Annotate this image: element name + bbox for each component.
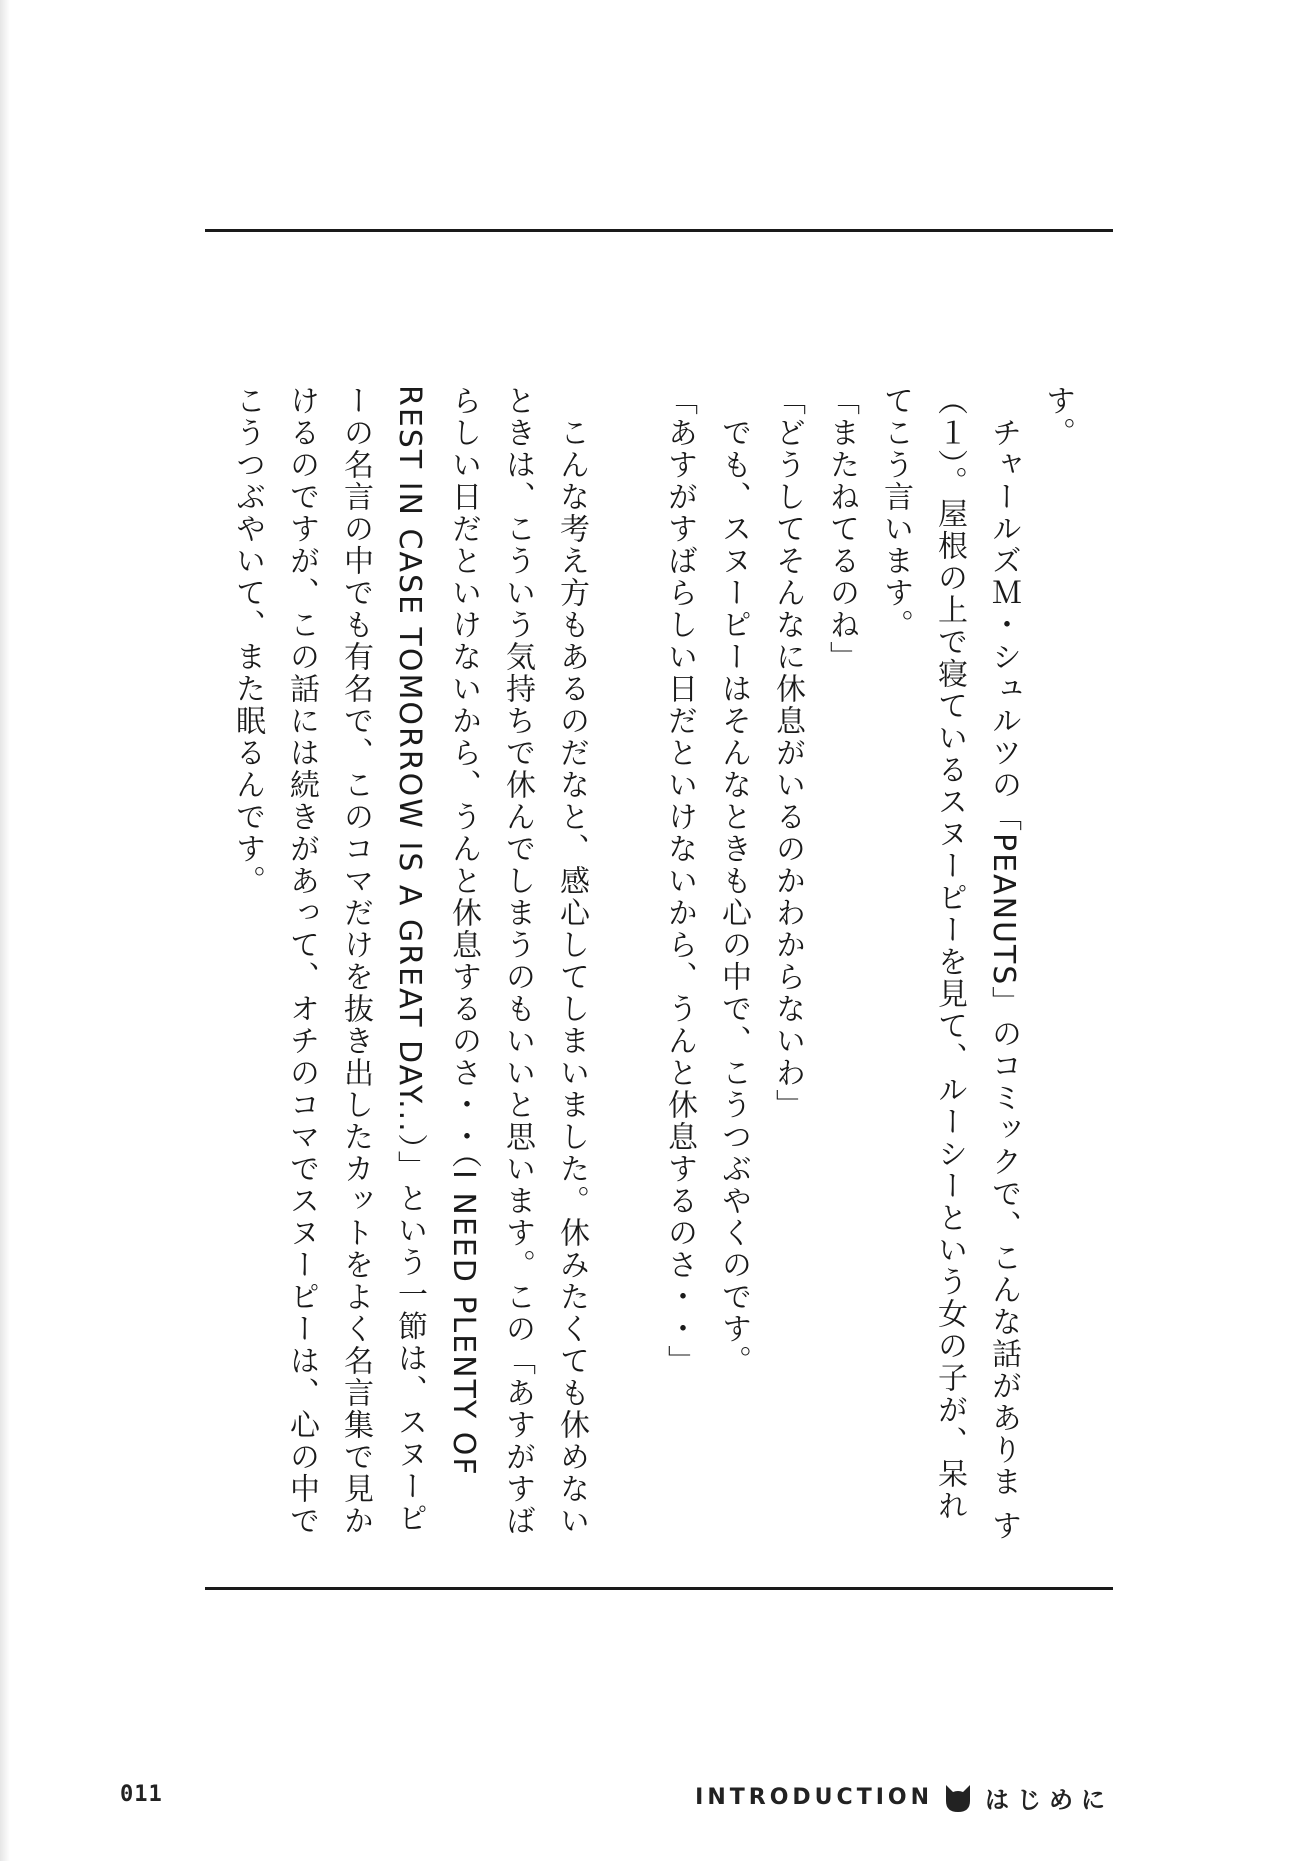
paragraph: す。 xyxy=(1040,385,1075,449)
body-text xyxy=(204,385,1084,1545)
paragraph: チャールズＭ・シュルツの「PEANUTS」のコミックで、こんな話がありま す（１）。屋根の上で寝ているスヌーピーを見て、ルーシーという女の子が、呆れてこう言います。 xyxy=(878,385,1021,1542)
section-title-en: INTRODUCTION xyxy=(695,1785,933,1810)
paragraph-spacer xyxy=(598,385,652,1545)
top-rule xyxy=(205,229,1113,232)
paragraph: 「どうしてそんなに休息がいるのかわからないわ」 xyxy=(770,385,805,1121)
page-edge-shadow xyxy=(0,0,10,1861)
paragraph: こんな考え方もあるのだなと、感心してしまいました。休みたくても休めないときは、こういう気持ちで休んでしまうのもいいと思います。この「あすがすばらしい日だといけないから、うんと休息するのさ・・（I NEED PLENTY OF REST IN CASE TOMORROW IS A GREAT DAY...）」という一節は、スヌーピーの名言の中でも有名で、このコマだけを抜き出したカットをよく名言集で見かけるのですが、この話には続きがあって、オチのコマでスヌーピーは、心の中でこうつぶやいて、また眠るんです。 xyxy=(230,385,589,1537)
paragraph: 「あすがすばらしい日だといけないから、うんと休息するのさ・・」 xyxy=(662,385,697,1377)
page-number: 011 xyxy=(120,1782,163,1807)
section-label xyxy=(695,1780,1113,1815)
paragraph: 「またねてるのね」 xyxy=(824,385,859,673)
bottom-rule xyxy=(205,1587,1113,1590)
paragraph: でも、スヌーピーはそんなときも心の中で、こうつぶやくのです。 xyxy=(716,385,751,1377)
section-title-ja: はじめに xyxy=(985,1786,1113,1814)
page-footer xyxy=(0,1780,1289,1820)
cat-icon xyxy=(941,1781,975,1815)
